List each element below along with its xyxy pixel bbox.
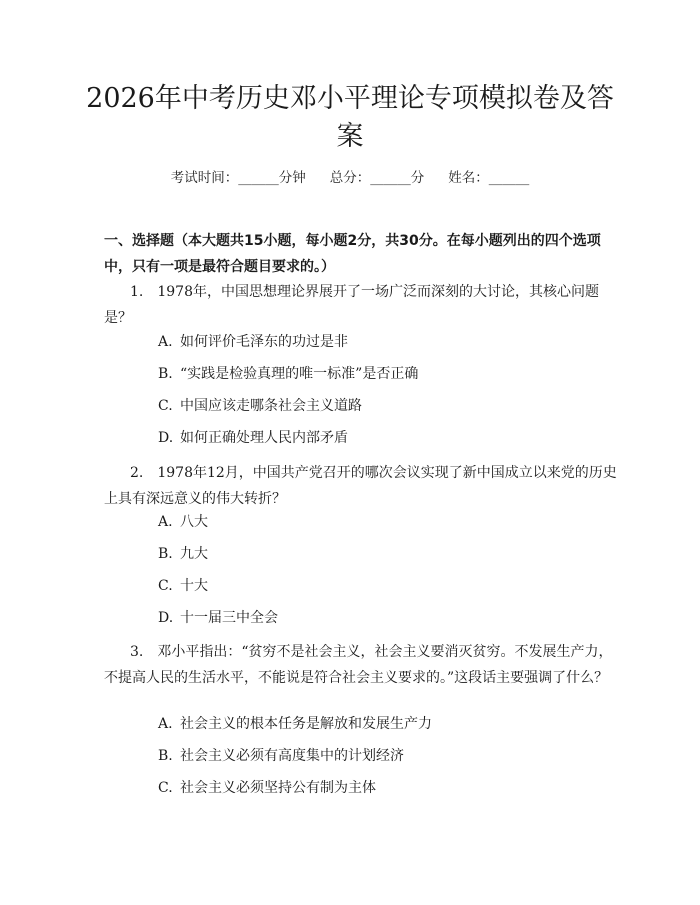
option-text: 社会主义必须坚持公有制为主体: [180, 780, 376, 796]
option: [158, 576, 608, 596]
option: [158, 544, 608, 564]
option: [158, 512, 608, 532]
option-text: 如何正确处理人民内部矛盾: [180, 430, 348, 446]
option: [158, 778, 608, 798]
option: [158, 396, 608, 416]
option-letter: A.: [158, 334, 173, 350]
option-letter: C.: [158, 780, 173, 796]
option-text: 中国应该走哪条社会主义道路: [180, 398, 362, 414]
option-letter: A.: [158, 716, 173, 732]
option: [158, 428, 608, 448]
option-letter: C.: [158, 398, 173, 414]
exam-time-field: 考试时间：______分钟: [170, 170, 306, 186]
option-letter: D.: [158, 430, 174, 446]
option-text: 九大: [180, 546, 208, 562]
option: [158, 364, 608, 384]
option-letter: B.: [158, 546, 173, 562]
question-stem: 2. 1978年12月，中国共产党召开的哪次会议实现了新中国成立以来党的历史上具有深远意义的伟大转折？: [104, 465, 617, 507]
option: [158, 746, 608, 766]
option-text: 社会主义的根本任务是解放和发展生产力: [180, 716, 432, 732]
question-stem: 1. 1978年，中国思想理论界展开了一场广泛而深刻的大讨论，其核心问题是？: [104, 284, 599, 326]
option-letter: A.: [158, 514, 173, 530]
option: [158, 714, 608, 734]
section-heading: 一、选择题（本大题共15小题，每小题2分，共30分。在每小题列出的四个选项中，只有一项是最符合题目要求的。）: [104, 233, 601, 275]
option: [158, 608, 608, 628]
option-letter: D.: [158, 610, 174, 626]
option-text: 十大: [180, 578, 208, 594]
question-stem: 3. 邓小平指出：“贫穷不是社会主义，社会主义要消灭贫穷。不发展生产力，不提高人民的生活水平，不能说是符合社会主义要求的。”这段话主要强调了什么？: [104, 644, 613, 686]
option-letter: B.: [158, 366, 173, 382]
option-text: 八大: [180, 514, 208, 530]
option-letter: B.: [158, 748, 173, 764]
option: [158, 332, 608, 352]
option-text: 十一届三中全会: [180, 610, 278, 626]
option-text: “实践是检验真理的唯一标准”是否正确: [180, 366, 419, 382]
option-text: 社会主义必须有高度集中的计划经济: [180, 748, 404, 764]
option-letter: C.: [158, 578, 173, 594]
option-text: 如何评价毛泽东的功过是非: [180, 334, 348, 350]
exam-meta: [0, 168, 700, 188]
student-name-field: 姓名：______: [448, 170, 530, 186]
page-title: 2026年中考历史邓小平理论专项模拟卷及答案: [86, 83, 614, 152]
total-score-field: 总分：______分: [329, 170, 425, 186]
